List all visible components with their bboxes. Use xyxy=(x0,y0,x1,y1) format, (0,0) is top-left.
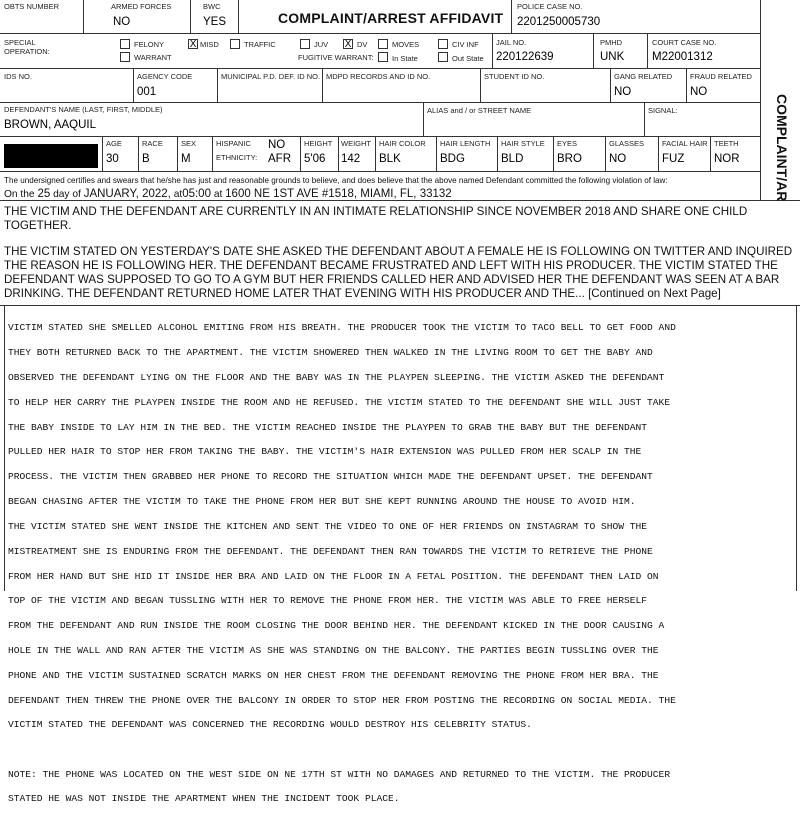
out-state-checkbox[interactable] xyxy=(438,52,448,62)
race-label: RACE xyxy=(142,139,163,148)
location-value: 1600 NE 1ST AVE #1518, MIAMI, FL, 33132 xyxy=(225,188,452,200)
in-state-checkbox[interactable] xyxy=(378,52,388,62)
continuation-line: DEFENDANT THEN THREW THE PHONE OVER THE BALCONY IN ORDER TO STOP HER FROM POSTING THE RECORDING ON SOCIAL MEDIA. THE xyxy=(8,694,676,706)
time-value: 05:00 xyxy=(182,188,211,200)
continuation-line: THE VICTIM STATED SHE WENT INSIDE THE KITCHEN AND SENT THE VIDEO TO ONE OF HER FRIENDS ON INSTAGRAM TO SHOW THE xyxy=(8,520,648,532)
hair-style-value: BLD xyxy=(501,153,524,165)
ids-no-label: IDS NO. xyxy=(4,72,32,81)
warrant-checkbox[interactable] xyxy=(120,52,130,62)
special-operation-label-1: SPECIAL xyxy=(4,38,36,47)
pmhd-value: UNK xyxy=(600,51,625,63)
age-value: 30 xyxy=(106,153,119,165)
defendant-name-label: DEFENDANT'S NAME (LAST, FIRST, MIDDLE) xyxy=(4,105,163,114)
court-case-label: COURT CASE NO. xyxy=(652,38,717,47)
juv-checkbox[interactable] xyxy=(300,39,310,49)
continuation-line: MISTREATMENT SHE IS ENDURING FROM THE DEFENDANT. THE DEFENDANT THEN RAN TOWARDS THE VICTIM TO RETRIEVE THE PHONE xyxy=(8,545,653,557)
hispanic-value: NO xyxy=(268,139,286,151)
misd-label: MISD xyxy=(200,40,219,49)
continuation-line: THEY BOTH RETURNED BACK TO THE APARTMENT. THE VICTIM SHOWERED THEN WALKED IN THE LIVING ROOM TO GET THE BABY AND xyxy=(8,347,653,359)
teeth-value: NOR xyxy=(714,153,740,165)
narrative xyxy=(4,205,794,301)
agency-code-value: 001 xyxy=(137,86,157,98)
sex-label: SEX xyxy=(181,139,197,148)
weight-value: 142 xyxy=(341,153,361,165)
continued-note: [Continued on Next Page] xyxy=(588,287,721,300)
civ-inf-label: CIV INF xyxy=(452,40,479,49)
bwc-value: YES xyxy=(203,16,227,28)
facial-hair-value: FUZ xyxy=(662,153,685,165)
municipal-id-label: MUNICIPAL P.D. DEF. ID NO. xyxy=(221,72,321,81)
continuation-line: BEGAN CHASING AFTER THE VICTIM TO TAKE THE PHONE FROM HER BUT SHE KEPT RUNNING AROUND THE HOUSE TO AVOID HIM. xyxy=(8,496,636,508)
ethnicity-label: ETHNICITY: xyxy=(216,153,258,162)
hair-color-label: HAIR COLOR xyxy=(379,139,426,148)
signal-label: SIGNAL: xyxy=(648,106,678,115)
jail-no-value: 220122639 xyxy=(496,51,554,63)
dv-label: DV xyxy=(357,40,368,49)
mdpd-records-label: MDPD RECORDS AND ID NO. xyxy=(326,72,431,81)
date-location-line xyxy=(4,188,452,200)
pmhd-label: PMHD xyxy=(600,38,623,47)
sex-value: M xyxy=(181,153,191,165)
moves-checkbox[interactable] xyxy=(378,39,388,49)
in-state-label: In State xyxy=(392,54,418,63)
felony-checkbox[interactable] xyxy=(120,39,130,49)
court-case-value: M22001312 xyxy=(652,51,713,63)
narrative-paragraph-1: THE VICTIM AND THE DEFENDANT ARE CURRENTLY IN AN INTIMATE RELATIONSHIP SINCE NOVEMBER 2018 AND SHARE ONE CHILD TOGETHER. xyxy=(4,205,748,232)
age-label: AGE xyxy=(106,139,122,148)
continuation-line: THE BABY INSIDE TO LAY HIM IN THE BED. THE VICTIM REACHED INSIDE THE PLAYPEN TO GRAB THE BABY BUT THE DEFENDANT xyxy=(8,421,648,433)
jail-no-label: JAIL NO. xyxy=(496,38,527,47)
side-title: COMPLAINT/AR xyxy=(774,94,790,202)
misd-checkbox[interactable]: X xyxy=(189,39,197,50)
eyes-value: BRO xyxy=(557,153,582,165)
alias-label: ALIAS and / or STREET NAME xyxy=(427,106,532,115)
defendant-name-value: BROWN, AAQUIL xyxy=(4,119,97,131)
day-value: 25 xyxy=(37,188,51,200)
civ-inf-checkbox[interactable] xyxy=(438,39,448,49)
obts-label: OBTS NUMBER xyxy=(4,2,60,11)
continuation-line: VICTIM STATED SHE SMELLED ALCOHOL EMITING FROM HIS BREATH. THE PRODUCER TOOK THE VICTIM TO TACO BELL TO GET FOOD AND xyxy=(8,322,676,334)
narrative-paragraph-2 xyxy=(4,245,794,301)
special-operation-label-2: OPERATION: xyxy=(4,47,50,56)
continuation-line: TO HELP HER CARRY THE PLAYPEN INSIDE THE ROOM AND HE REFUSED. THE VICTIM STATED TO THE DEFENDANT SHE WILL JUST TAKE xyxy=(8,396,671,408)
page-title: COMPLAINT/ARREST AFFIDAVIT xyxy=(278,10,504,26)
out-state-label: Out State xyxy=(452,54,484,63)
gang-related-value: NO xyxy=(614,86,632,98)
hair-length-label: HAIR LENGTH xyxy=(440,139,491,148)
glasses-value: NO xyxy=(609,153,627,165)
facial-hair-label: FACIAL HAIR xyxy=(662,139,708,148)
note-line: NOTE: THE PHONE WAS LOCATED ON THE WEST SIDE ON NE 17TH ST WITH NO DAMAGES AND RETURNED TO THE VICTIM. THE PRODUCER xyxy=(8,768,671,780)
student-id-label: STUDENT ID NO. xyxy=(484,72,545,81)
traffic-checkbox[interactable] xyxy=(230,39,240,49)
agency-code-label: AGENCY CODE xyxy=(137,72,193,81)
fugitive-warrant-label: FUGITIVE WARRANT: xyxy=(298,53,374,62)
gang-related-label: GANG RELATED xyxy=(614,72,673,81)
juv-label: JUV xyxy=(314,40,329,49)
continuation-line: PULLED HER HAIR TO STOP HER FROM TAKING THE BABY. THE VICTIM'S HAIR EXTENSION WAS PULLED FROM HER SCALP IN THE xyxy=(8,446,642,458)
ethnicity-value: AFR xyxy=(268,153,291,165)
armed-forces-value: NO xyxy=(113,16,131,28)
race-value: B xyxy=(142,153,150,165)
day-of-label: day of xyxy=(53,189,81,200)
hispanic-label: HISPANIC xyxy=(216,139,251,148)
continuation-line: FROM THE DEFENDANT AND RUN INSIDE THE ROOM CLOSING THE DOOR BEHIND HER. THE DEFENDANT KICKED IN THE DOOR CAUSING A xyxy=(8,620,665,632)
teeth-label: TEETH xyxy=(714,139,739,148)
date-prefix: On the xyxy=(4,189,35,200)
weight-label: WEIGHT xyxy=(341,139,371,148)
armed-forces-label: ARMED FORCES xyxy=(111,2,172,11)
fraud-related-label: FRAUD RELATED xyxy=(690,72,752,81)
continuation-line: TOP OF THE VICTIM AND BEGAN TUSSLING WITH HER TO REMOVE THE PHONE FROM HER. THE VICTIM WAS ABLE TO FREE HERSELF xyxy=(8,595,648,607)
continuation-line: PHONE AND THE VICTIM SUSTAINED SCRATCH MARKS ON HER CHEST FROM THE DEFENDANT REMOVING THE PHONE FROM HER BRA. THE xyxy=(8,669,659,681)
at-location-label: at xyxy=(213,189,223,200)
height-value: 5'06 xyxy=(304,153,326,165)
note-line: STATED HE WAS NOT INSIDE THE APARTMENT WHEN THE INCIDENT TOOK PLACE. xyxy=(8,793,400,805)
continuation-line: OBSERVED THE DEFENDANT LYING ON THE FLOOR AND THE BABY WAS IN THE PLAYPEN SLEEPING. THE VICTIM ASKED THE DEFENDANT xyxy=(8,372,665,384)
continuation-line: HOLE IN THE WALL AND RAN AFTER THE VICTIM AS SHE WAS STANDING ON THE BALCONY. THE PARTIES BEGIN TUSSLING OVER THE xyxy=(8,644,659,656)
warrant-label: WARRANT xyxy=(134,53,172,62)
fraud-related-value: NO xyxy=(690,86,708,98)
hair-color-value: BLK xyxy=(379,153,401,165)
traffic-label: TRAFFIC xyxy=(244,40,276,49)
at-label: at xyxy=(173,189,183,200)
narrative-paragraph-2-text: THE VICTIM STATED ON YESTERDAY'S DATE SHE ASKED THE DEFENDANT ABOUT A FEMALE HE IS FOLLOWING ON TWITTER AND INQUIRED THE REASON HE IS FOLLOWING HER. THE DEFENDANT BECAME FRUSTRATED AND LEFT WITH HIS PRODUCER. THE VICTIM STATED THE DEFENDANT WAS SUPPOSED TO GO TO A GYM BUT HER FRIENDS CALLED HER AND ADVISED HER THE DEFENDANT WAS SEEN AT A BAR DRINKING. THE DEFENDANT RETURNED HOME LATER THAT EVENING WITH HIS PRODUCER AND THE... xyxy=(4,245,793,300)
height-label: HEIGHT xyxy=(304,139,333,148)
hair-length-value: BDG xyxy=(440,153,465,165)
month-year-value: JANUARY, 2022, xyxy=(83,188,171,200)
police-case-value: 2201250005730 xyxy=(517,16,601,28)
glasses-label: GLASSES xyxy=(609,139,645,148)
eyes-label: EYES xyxy=(557,139,578,148)
continuation-text xyxy=(8,310,676,818)
police-case-label: POLICE CASE NO. xyxy=(517,2,583,11)
continuation-line: FROM HER HAND BUT SHE HID IT INSIDE HER BRA AND LAID ON THE FLOOR IN A FETAL POSITION. THE DEFENDANT THEN LAID ON xyxy=(8,570,659,582)
moves-label: MOVES xyxy=(392,40,420,49)
bwc-label: BWC xyxy=(203,2,221,11)
continuation-line: VICTIM STATED THE DEFENDANT WAS CONCERNED THE RECORDING WOULD DESTROY HIS CELEBRITY STATUS. xyxy=(8,719,532,731)
dv-checkbox[interactable]: X xyxy=(344,39,352,50)
hair-style-label: HAIR STYLE xyxy=(501,139,545,148)
continuation-line: PROCESS. THE VICTIM THEN GRABBED HER PHONE TO RECORD THE SITUATION WHICH MADE THE DEFENDANT UPSET. THE DEFENDANT xyxy=(8,471,653,483)
redacted-block xyxy=(4,144,98,168)
certification-statement: The undersigned certifies and swears that he/she has just and reasonable grounds to believe, and does believe that the above named Defendant committed the following violation of law: xyxy=(4,176,668,185)
felony-label: FELONY xyxy=(134,40,165,49)
